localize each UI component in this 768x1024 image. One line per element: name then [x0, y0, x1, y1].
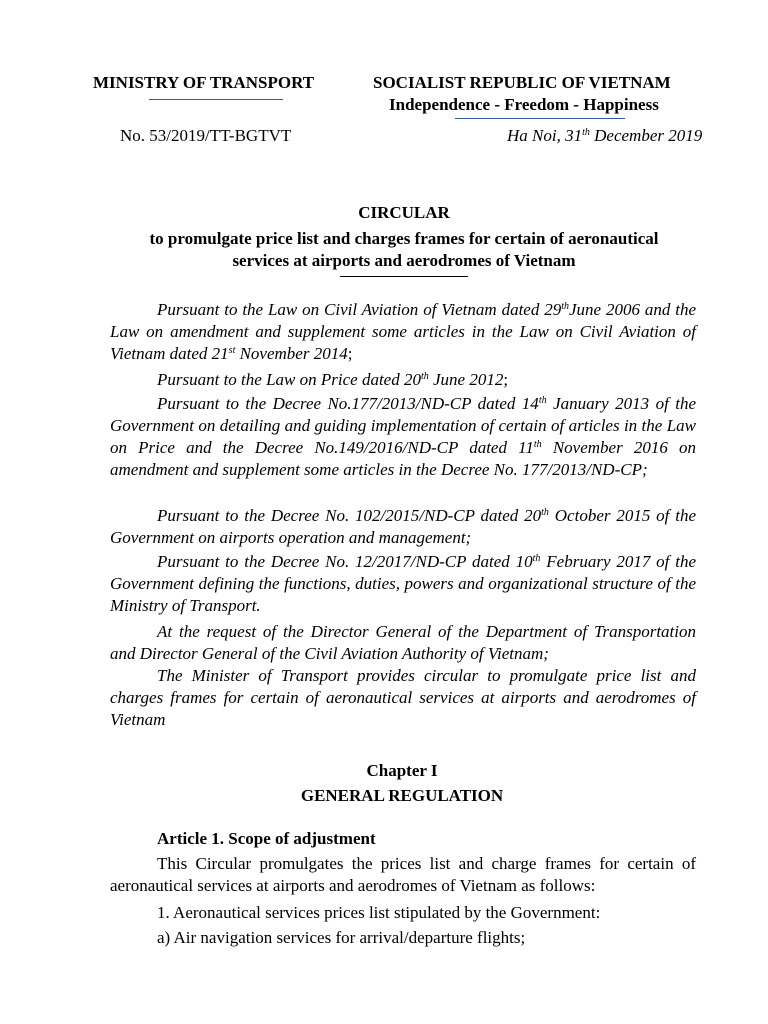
preamble-decree-177: Pursuant to the Decree No.177/2013/ND-CP dated 14th January 2013 of the Government on detailing and guiding implementation of certain of articles in the Law on Price and the Decree No.149/2016/ND-CP dated 11th November 2016 on amendment and supplement some articles in the Decree No. 177/2013/ND-CP; — [110, 394, 696, 479]
preamble-law-civil-aviation: Pursuant to the Law on Civil Aviation of Vietnam dated 29thJune 2006 and the Law on amendment and supplement some articles in the Law on Civil Aviation of Vietnam dated 21st November 2014; — [110, 300, 696, 363]
article-1-item-1a: a) Air navigation services for arrival/departure flights; — [157, 928, 526, 947]
article-1-body: This Circular promulgates the prices list and charge frames for certain of aeronautical services at airports and aerodromes of Vietnam as follows: — [110, 854, 696, 895]
republic-name: SOCIALIST REPUBLIC OF VIETNAM — [373, 73, 671, 92]
article-1-heading: Article 1. Scope of adjustment — [157, 829, 376, 848]
chapter-number: Chapter I — [366, 761, 438, 780]
preamble-law-price: Pursuant to the Law on Price dated 20th June 2012; — [157, 370, 509, 389]
ministry-name: MINISTRY OF TRANSPORT — [93, 73, 315, 92]
title-underline — [340, 276, 468, 277]
article-1-item-1: 1. Aeronautical services prices list stipulated by the Government: — [157, 903, 601, 922]
document-date: Ha Noi, 31th December 2019 — [507, 126, 703, 145]
preamble-request: At the request of the Director General of the Department of Transportation and Director General of the Civil Aviation Authority of Vietnam; — [110, 622, 696, 663]
motto-underline — [455, 118, 625, 119]
document-number: No. 53/2019/TT-BGTVT — [120, 126, 292, 145]
chapter-name: GENERAL REGULATION — [300, 786, 504, 805]
circular-title-line2: services at airports and aerodromes of Vietnam — [232, 251, 576, 270]
national-motto: Independence - Freedom - Happiness — [389, 95, 659, 114]
preamble-minister: The Minister of Transport provides circular to promulgate price list and charges frames for certain of aeronautical services at airports and aerodromes of Vietnam — [110, 666, 696, 729]
ministry-underline — [149, 99, 283, 100]
circular-heading: CIRCULAR — [358, 203, 450, 222]
circular-title-line1: to promulgate price list and charges frames for certain of aeronautical — [149, 229, 659, 248]
preamble-decree-102: Pursuant to the Decree No. 102/2015/ND-CP dated 20th October 2015 of the Government on airports operation and management; — [110, 506, 696, 547]
preamble-decree-12: Pursuant to the Decree No. 12/2017/ND-CP dated 10th February 2017 of the Government defining the functions, duties, powers and organizational structure of the Ministry of Transport. — [110, 552, 696, 615]
